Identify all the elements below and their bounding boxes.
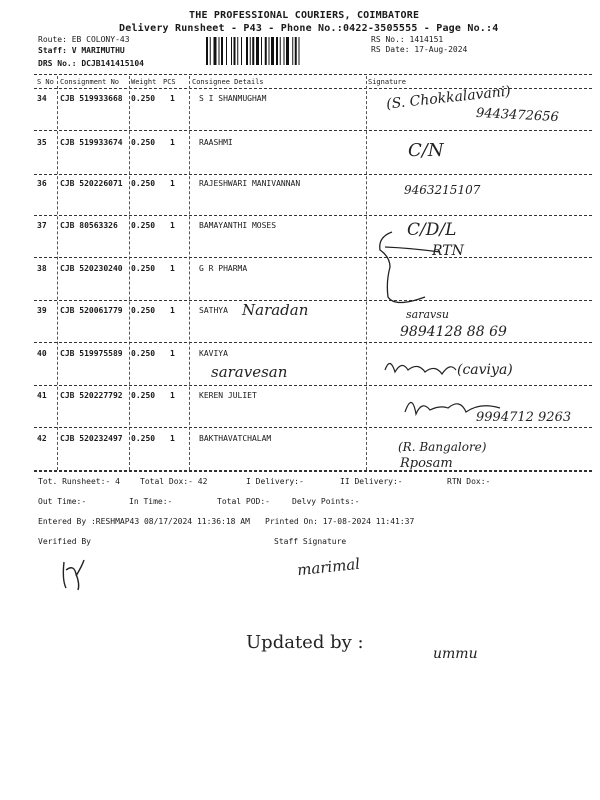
barcode-bar xyxy=(234,37,236,65)
row-consignee: KEREN JULIET xyxy=(199,391,257,400)
row-pcs: 1 xyxy=(170,94,175,103)
entered-by: Entered By :RESHMAP43 08/17/2024 11:36:18 AM xyxy=(38,517,250,526)
row-sno: 38 xyxy=(37,264,47,273)
staff-signature-label: Staff Signature xyxy=(274,537,347,546)
col-divider xyxy=(366,76,367,470)
ii-delivery: II Delivery:- xyxy=(340,477,403,486)
handwritten-remark: RTN xyxy=(432,243,464,259)
handwritten-signature: saravsu xyxy=(406,308,449,321)
col-weight: Weight xyxy=(131,78,157,86)
table-top-rule xyxy=(34,74,592,75)
handwritten-remark: C/D/L xyxy=(407,220,457,240)
printed-on: Printed On: 17-08-2024 11:41:37 xyxy=(265,517,415,526)
in-time: In Time:- xyxy=(129,497,173,506)
barcode-bar xyxy=(210,37,211,65)
staff-handwritten-signature: marimal xyxy=(296,554,361,580)
row-weight: 0.250 xyxy=(131,94,156,103)
row-weight: 0.250 xyxy=(131,221,156,230)
handwritten-phone: 9894128 88 69 xyxy=(400,324,507,340)
row-sno: 35 xyxy=(37,138,47,147)
row-consignment-no: CJB 520230240 xyxy=(60,264,123,273)
row-separator xyxy=(34,427,592,428)
row-consignment-no: CJB 519933668 xyxy=(60,94,123,103)
row-pcs: 1 xyxy=(170,306,175,315)
barcode-bar xyxy=(286,37,289,65)
barcode xyxy=(206,37,356,65)
row-sno: 34 xyxy=(37,94,47,103)
col-divider xyxy=(189,76,190,470)
i-delivery: I Delivery:- xyxy=(246,477,304,486)
barcode-bar xyxy=(206,37,208,65)
row-weight: 0.250 xyxy=(131,391,156,400)
col-consignee: Consignee Details xyxy=(192,78,264,86)
row-sno: 39 xyxy=(37,306,47,315)
row-pcs: 1 xyxy=(170,221,175,230)
row-separator xyxy=(34,300,592,301)
handwritten-remark: C/N xyxy=(408,140,444,161)
total-runsheet: Tot. Runsheet:- 4 xyxy=(38,477,120,486)
row-weight: 0.250 xyxy=(131,349,156,358)
row-weight: 0.250 xyxy=(131,264,156,273)
row-consignee: BAKTHAVATCHALAM xyxy=(199,434,272,443)
col-divider xyxy=(129,76,130,470)
barcode-bar xyxy=(292,37,293,65)
barcode-bar xyxy=(280,37,281,65)
col-signature: Signature xyxy=(368,78,406,86)
handwritten-phone: 9443472656 xyxy=(475,105,560,126)
handwritten-name: Naradan xyxy=(242,301,309,319)
row-consignment-no: CJB 520061779 xyxy=(60,306,123,315)
barcode-bar xyxy=(231,37,232,65)
barcode-bar xyxy=(261,37,262,65)
row-consignment-no: CJB 520232497 xyxy=(60,434,123,443)
updated-by-label: Updated by : xyxy=(246,632,364,653)
handwritten-signature: (caviya) xyxy=(457,362,513,378)
row-separator xyxy=(34,174,592,175)
delvy-points: Delvy Points:- xyxy=(292,497,360,506)
barcode-bar xyxy=(295,37,297,65)
handwritten-stroke xyxy=(400,390,510,420)
handwritten-stroke xyxy=(380,352,460,380)
row-pcs: 1 xyxy=(170,434,175,443)
col-consignment: Consignment No xyxy=(60,78,120,86)
row-weight: 0.250 xyxy=(131,179,156,188)
route-label: Route: EB COLONY-43 xyxy=(38,35,130,44)
col-pcs: PCS xyxy=(163,78,176,86)
rtn-dox: RTN Dox:- xyxy=(447,477,491,486)
row-consignee: RAJESHWARI MANIVANNAN xyxy=(199,179,301,188)
row-weight: 0.250 xyxy=(131,434,156,443)
barcode-bar xyxy=(269,37,270,65)
row-consignee: BAMAYANTHI MOSES xyxy=(199,221,277,230)
barcode-bar xyxy=(237,37,238,65)
total-pod: Total POD:- xyxy=(217,497,270,506)
barcode-bar xyxy=(214,37,217,65)
barcode-bar xyxy=(250,37,251,65)
row-consignee: RAASHMI xyxy=(199,138,233,147)
row-consignee: KAVIYA xyxy=(199,349,228,358)
row-separator xyxy=(34,215,592,216)
verifier-signature xyxy=(58,556,88,592)
handwritten-phone: 9463215107 xyxy=(404,183,481,197)
row-sno: 37 xyxy=(37,221,47,230)
barcode-bar xyxy=(299,37,300,65)
barcode-bar xyxy=(226,37,227,65)
row-sno: 36 xyxy=(37,179,47,188)
row-pcs: 1 xyxy=(170,138,175,147)
row-pcs: 1 xyxy=(170,391,175,400)
row-separator xyxy=(34,130,592,131)
barcode-bar xyxy=(246,37,248,65)
total-dox: Total Dox:- 42 xyxy=(140,477,208,486)
row-consignment-no: CJB 520226071 xyxy=(60,179,123,188)
row-weight: 0.250 xyxy=(131,306,156,315)
row-weight: 0.250 xyxy=(131,138,156,147)
staff-label: Staff: V MARIMUTHU xyxy=(38,46,125,55)
drs-number: DRS No.: DCJB141415104 xyxy=(38,59,144,68)
barcode-bar xyxy=(221,37,223,65)
handwritten-remark: (R. Bangalore) xyxy=(398,440,487,454)
barcode-bar xyxy=(271,37,274,65)
row-consignment-no: CJB 520227792 xyxy=(60,391,123,400)
company-name: THE PROFESSIONAL COURIERS, COIMBATORE xyxy=(189,10,420,21)
out-time: Out Time:- xyxy=(38,497,87,506)
handwritten-remark: Rposam xyxy=(400,456,453,471)
row-pcs: 1 xyxy=(170,349,175,358)
row-consignment-no: CJB 519975589 xyxy=(60,349,123,358)
barcode-bar xyxy=(219,37,220,65)
row-consignment-no: CJB 519933674 xyxy=(60,138,123,147)
barcode-bar xyxy=(252,37,254,65)
row-consignee: SATHYA xyxy=(199,306,228,315)
handwritten-phone: 9994712 9263 xyxy=(476,410,572,425)
row-consignee: S I SHANMUGHAM xyxy=(199,94,267,103)
row-pcs: 1 xyxy=(170,264,175,273)
barcode-bar xyxy=(256,37,259,65)
row-sno: 41 xyxy=(37,391,47,400)
rs-date: RS Date: 17-Aug-2024 xyxy=(371,45,468,54)
row-separator xyxy=(34,257,592,258)
rs-number: RS No.: 1414151 xyxy=(371,35,444,44)
runsheet-subtitle: Delivery Runsheet - P43 - Phone No.:0422-3505555 - Page No.:4 xyxy=(119,23,499,34)
verified-by-label: Verified By xyxy=(38,537,91,546)
row-consignee: G R PHARMA xyxy=(199,264,248,273)
barcode-bar xyxy=(284,37,285,65)
col-divider xyxy=(57,76,58,470)
row-pcs: 1 xyxy=(170,179,175,188)
barcode-bar xyxy=(276,37,278,65)
col-sno: S No xyxy=(37,78,54,86)
barcode-bar xyxy=(265,37,267,65)
row-separator xyxy=(34,342,592,343)
row-consignment-no: CJB 80563326 xyxy=(60,221,118,230)
handwritten-signature: (S. Chokkalavani) xyxy=(385,83,512,113)
row-sno: 42 xyxy=(37,434,47,443)
barcode-bar xyxy=(241,37,242,65)
updated-by-signature: ummu xyxy=(433,646,478,662)
table-bottom-rule xyxy=(34,471,592,472)
row-separator xyxy=(34,385,592,386)
handwritten-stroke xyxy=(370,222,450,312)
row-sno: 40 xyxy=(37,349,47,358)
handwritten-name: saravesan xyxy=(211,363,288,381)
